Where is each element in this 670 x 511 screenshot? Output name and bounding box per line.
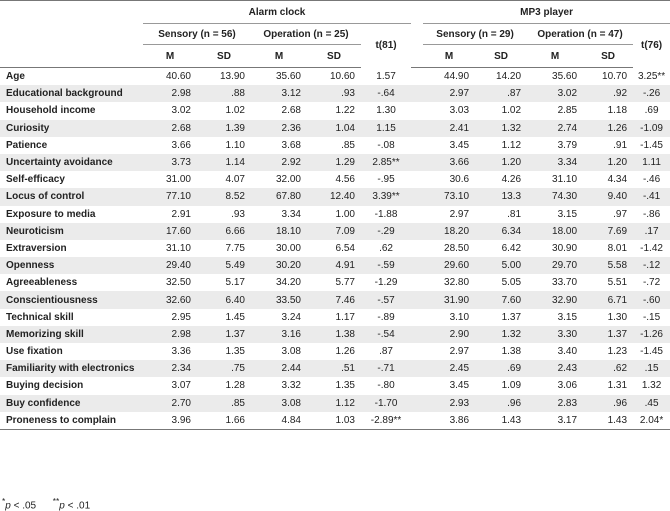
cell-value: .15 xyxy=(633,360,670,377)
cell-value: -.46 xyxy=(642,174,661,186)
cell-value: 29.70 xyxy=(527,257,583,274)
cell-value: 2.34 xyxy=(143,360,197,377)
cell-value: 3.45 xyxy=(449,139,470,151)
cell-value: 3.06 xyxy=(557,380,578,392)
cell-value: 1.32 xyxy=(475,326,527,343)
cell-value: 1.37 xyxy=(197,326,251,343)
cell-value: 9.40 xyxy=(583,188,633,205)
cell-value: 2.36 xyxy=(251,120,307,137)
cell-value: 30.90 xyxy=(552,242,578,254)
subheader-operation-alarm: Operation (n = 25) xyxy=(251,24,361,45)
cell-value: .62 xyxy=(583,360,633,377)
group-header-alarm-clock: Alarm clock xyxy=(143,1,411,24)
row-label: Familiarity with electronics xyxy=(0,360,143,377)
cell-value: 1.43 xyxy=(583,412,633,430)
significance-note: *p < .05 **p < .01 xyxy=(2,496,91,511)
cell-value: -.80 xyxy=(377,380,395,392)
cell-value: 1.28 xyxy=(225,380,245,392)
cell-value: 32.80 xyxy=(444,277,470,289)
table-row xyxy=(0,377,670,394)
cell-value: 6.66 xyxy=(197,223,251,240)
cell-value: 32.00 xyxy=(275,174,301,186)
cell-value: 6.34 xyxy=(475,223,527,240)
cell-value: 1.29 xyxy=(307,154,361,171)
cell-value: 3.15 xyxy=(557,208,578,220)
cell-value: 1.26 xyxy=(335,346,355,358)
table-row xyxy=(0,68,670,86)
cell-value: .69 xyxy=(644,105,659,117)
cell-value: .87 xyxy=(379,346,393,358)
cell-value: 2.98 xyxy=(143,326,197,343)
cell-value: 3.34 xyxy=(281,208,301,220)
cell-value: 2.44 xyxy=(251,360,307,377)
cell-value: 7.75 xyxy=(225,242,245,254)
cell-value: .85 xyxy=(341,139,355,151)
cell-value: 3.96 xyxy=(143,412,197,430)
cell-value: 2.83 xyxy=(527,395,583,412)
cell-value: 5.51 xyxy=(607,277,628,289)
row-label: Agreeableness xyxy=(6,277,78,289)
cell-value: 31.90 xyxy=(423,291,475,308)
cell-value: 4.26 xyxy=(501,174,522,186)
cell-value: 1.17 xyxy=(335,311,355,323)
cell-value: 7.60 xyxy=(475,291,527,308)
cell-value: 18.20 xyxy=(423,223,475,240)
subheader-t76: t(76) xyxy=(641,40,663,52)
cell-value: 2.70 xyxy=(143,395,197,412)
row-label: Proneness to complain xyxy=(0,412,143,430)
cell-value: 2.41 xyxy=(423,120,475,137)
cell-value: -.59 xyxy=(361,257,411,274)
cell-value: -.95 xyxy=(377,174,395,186)
cell-value: 1.30 xyxy=(376,105,396,117)
cell-value: .62 xyxy=(379,242,393,254)
row-label: Technical skill xyxy=(6,311,74,323)
cell-value: .75 xyxy=(197,360,251,377)
cell-value: 1.32 xyxy=(641,380,662,392)
cell-value: -.57 xyxy=(361,291,411,308)
cell-value: 3.10 xyxy=(449,311,470,323)
cell-value: 3.39** xyxy=(361,188,411,205)
cell-value: 3.07 xyxy=(171,380,191,392)
col-m: M xyxy=(527,45,583,68)
table-row xyxy=(0,395,670,412)
table-row xyxy=(0,257,670,274)
cell-value: 1.31 xyxy=(607,380,628,392)
cell-value: 6.54 xyxy=(335,242,355,254)
cell-value: 4.84 xyxy=(251,412,307,430)
cell-value: 3.17 xyxy=(527,412,583,430)
row-label: Curiosity xyxy=(0,120,143,137)
cell-value: 2.68 xyxy=(281,105,301,117)
row-label: Buy confidence xyxy=(0,395,143,412)
row-label: Educational background xyxy=(0,85,143,102)
cell-value: .91 xyxy=(613,139,628,151)
cell-value: -2.89** xyxy=(361,412,411,430)
table-row xyxy=(0,120,670,137)
cell-value: 30.20 xyxy=(251,257,307,274)
cell-value: -1.09 xyxy=(633,120,670,137)
row-label: Extraversion xyxy=(6,242,67,254)
cell-value: 8.01 xyxy=(607,242,628,254)
cell-value: 2.95 xyxy=(171,311,191,323)
cell-value: 2.93 xyxy=(423,395,475,412)
cell-value: 3.30 xyxy=(527,326,583,343)
cell-value: 1.10 xyxy=(225,139,245,151)
cell-value: 1.20 xyxy=(475,154,527,171)
table-row xyxy=(0,274,670,291)
cell-value: -.29 xyxy=(361,223,411,240)
cell-value: 1.20 xyxy=(583,154,633,171)
subheader-sensory-alarm: Sensory (n = 56) xyxy=(143,24,251,45)
cell-value: 4.56 xyxy=(335,174,355,186)
row-label: Conscientiousness xyxy=(0,291,143,308)
cell-value: 3.16 xyxy=(251,326,307,343)
col-sd: SD xyxy=(475,45,527,68)
cell-value: .96 xyxy=(583,395,633,412)
cell-value: 1.18 xyxy=(607,105,628,117)
cell-value: -1.45 xyxy=(640,346,663,358)
row-label: Self-efficacy xyxy=(6,174,65,186)
cell-value: 18.10 xyxy=(251,223,307,240)
cell-value: .88 xyxy=(197,85,251,102)
cell-value: 30.00 xyxy=(275,242,301,254)
cell-value: 33.50 xyxy=(251,291,307,308)
cell-value: 1.37 xyxy=(501,311,522,323)
row-label: Locus of control xyxy=(0,188,143,205)
cell-value: 5.17 xyxy=(225,277,245,289)
table-row xyxy=(0,343,670,360)
cell-value: .81 xyxy=(507,208,522,220)
cell-value: 3.02 xyxy=(171,105,191,117)
cell-value: 1.03 xyxy=(307,412,361,430)
group-header-mp3-player: MP3 player xyxy=(423,1,670,24)
cell-value: 28.50 xyxy=(444,242,470,254)
cell-value: .17 xyxy=(633,223,670,240)
row-label: Uncertainty avoidance xyxy=(0,154,143,171)
cell-value: 6.71 xyxy=(583,291,633,308)
cell-value: 2.98 xyxy=(143,85,197,102)
cell-value: 3.02 xyxy=(527,85,583,102)
subheader-t81: t(81) xyxy=(375,40,397,52)
cell-value: 4.34 xyxy=(607,174,628,186)
cell-value: 29.60 xyxy=(423,257,475,274)
cell-value: 35.60 xyxy=(552,71,578,83)
table-row xyxy=(0,223,670,240)
col-sd: SD xyxy=(307,45,361,68)
cell-value: 2.91 xyxy=(171,208,191,220)
cell-value: 12.40 xyxy=(307,188,361,205)
cell-value: 1.14 xyxy=(197,154,251,171)
cell-value: 40.60 xyxy=(165,71,191,83)
cell-value: 30.6 xyxy=(449,174,470,186)
cell-value: 2.92 xyxy=(251,154,307,171)
cell-value: 7.09 xyxy=(307,223,361,240)
cell-value: 7.46 xyxy=(307,291,361,308)
cell-value: -1.42 xyxy=(640,242,663,254)
cell-value: 3.15 xyxy=(557,311,578,323)
cell-value: 3.32 xyxy=(281,380,301,392)
cell-value: 1.57 xyxy=(376,70,396,82)
header-corner xyxy=(0,1,143,24)
row-label: Use fixation xyxy=(6,346,63,358)
cell-value: 3.12 xyxy=(251,85,307,102)
subheader-operation-mp3: Operation (n = 47) xyxy=(527,24,633,45)
cell-value: .93 xyxy=(307,85,361,102)
table-body xyxy=(0,68,670,430)
cell-value: 1.12 xyxy=(307,395,361,412)
cell-value: 3.08 xyxy=(251,395,307,412)
cell-value: 2.74 xyxy=(527,120,583,137)
cell-value: 4.91 xyxy=(307,257,361,274)
cell-value: 17.60 xyxy=(143,223,197,240)
cell-value: -.64 xyxy=(361,85,411,102)
cell-value: 1.22 xyxy=(335,105,355,117)
cell-value: -.12 xyxy=(633,257,670,274)
cell-value: 1.38 xyxy=(307,326,361,343)
col-m: M xyxy=(251,45,307,68)
cell-value: -.54 xyxy=(361,326,411,343)
cell-value: 44.90 xyxy=(444,71,470,83)
cell-value: 1.45 xyxy=(225,311,245,323)
cell-value: 1.32 xyxy=(475,120,527,137)
cell-value: 3.79 xyxy=(557,139,578,151)
cell-value: 32.50 xyxy=(165,277,191,289)
cell-value: 1.15 xyxy=(361,120,411,137)
cell-value: -.72 xyxy=(642,277,661,289)
table-row xyxy=(0,206,670,223)
row-label: Exposure to media xyxy=(6,208,96,220)
table-row xyxy=(0,309,670,326)
cell-value: 2.43 xyxy=(527,360,583,377)
cell-value: 2.85 xyxy=(557,105,578,117)
cell-value: -1.29 xyxy=(374,277,398,289)
cell-value: 3.08 xyxy=(281,346,301,358)
cell-value: 3.25** xyxy=(637,70,666,82)
cell-value: 67.80 xyxy=(251,188,307,205)
row-label: Neuroticism xyxy=(0,223,143,240)
cell-value: 3.24 xyxy=(281,311,301,323)
cell-value: -1.26 xyxy=(633,326,670,343)
cell-value: 1.39 xyxy=(197,120,251,137)
cell-value: 31.00 xyxy=(165,174,191,186)
cell-value: 1.26 xyxy=(583,120,633,137)
cell-value: -1.45 xyxy=(640,139,663,151)
cell-value: 3.36 xyxy=(171,346,191,358)
cell-value: 1.30 xyxy=(607,311,628,323)
cell-value: 1.04 xyxy=(307,120,361,137)
cell-value: 10.70 xyxy=(602,71,628,83)
cell-value: 6.40 xyxy=(197,291,251,308)
cell-value: -1.70 xyxy=(361,395,411,412)
cell-value: 1.35 xyxy=(335,380,355,392)
cell-value: 6.42 xyxy=(501,242,522,254)
cell-value: 1.09 xyxy=(501,380,522,392)
cell-value: 7.69 xyxy=(583,223,633,240)
cell-value: 31.10 xyxy=(165,242,191,254)
cell-value: -.60 xyxy=(633,291,670,308)
table-row xyxy=(0,85,670,102)
cell-value: .87 xyxy=(475,85,527,102)
table-row xyxy=(0,188,670,205)
cell-value: 3.45 xyxy=(449,380,470,392)
cell-value: 3.86 xyxy=(423,412,475,430)
cell-value: .97 xyxy=(613,208,628,220)
cell-value: 2.97 xyxy=(423,85,475,102)
cell-value: 1.02 xyxy=(501,105,522,117)
cell-value: 3.66 xyxy=(171,139,191,151)
cell-value: 3.66 xyxy=(423,154,475,171)
cell-value: 4.07 xyxy=(225,174,245,186)
cell-value: 5.49 xyxy=(197,257,251,274)
table-row xyxy=(0,240,670,257)
cell-value: 29.40 xyxy=(143,257,197,274)
subheader-sensory-mp3: Sensory (n = 29) xyxy=(423,24,527,45)
cell-value: -.71 xyxy=(361,360,411,377)
cell-value: -.26 xyxy=(633,85,670,102)
cell-value: 5.77 xyxy=(335,277,355,289)
row-label: Patience xyxy=(6,139,48,151)
cell-value: -.41 xyxy=(633,188,670,205)
cell-value: 74.30 xyxy=(527,188,583,205)
col-m: M xyxy=(423,45,475,68)
cell-value: 18.00 xyxy=(527,223,583,240)
row-label: Memorizing skill xyxy=(0,326,143,343)
cell-value: 5.05 xyxy=(501,277,522,289)
cell-value: -.86 xyxy=(642,208,661,220)
cell-value: 1.11 xyxy=(633,154,670,171)
cell-value: 3.40 xyxy=(557,346,578,358)
cell-value: 32.90 xyxy=(527,291,583,308)
cell-value: 2.85** xyxy=(361,154,411,171)
cell-value: 77.10 xyxy=(143,188,197,205)
row-label: Openness xyxy=(0,257,143,274)
cell-value: 2.68 xyxy=(143,120,197,137)
cell-value: 3.03 xyxy=(449,105,470,117)
cell-value: 1.02 xyxy=(225,105,245,117)
cell-value: 14.20 xyxy=(496,71,522,83)
cell-value: .45 xyxy=(633,395,670,412)
table-row xyxy=(0,154,670,171)
table-row xyxy=(0,102,670,119)
cell-value: .51 xyxy=(307,360,361,377)
col-sd: SD xyxy=(197,45,251,68)
cell-value: 1.23 xyxy=(607,346,628,358)
cell-value: 13.90 xyxy=(219,71,245,83)
cell-value: .93 xyxy=(231,208,245,220)
cell-value: .92 xyxy=(583,85,633,102)
col-sd: SD xyxy=(583,45,633,68)
cell-value: 34.20 xyxy=(275,277,301,289)
table-row xyxy=(0,326,670,343)
cell-value: 1.00 xyxy=(335,208,355,220)
cell-value: 3.73 xyxy=(143,154,197,171)
cell-value: -1.88 xyxy=(374,208,398,220)
cell-value: 13.3 xyxy=(475,188,527,205)
cell-value: 32.60 xyxy=(143,291,197,308)
row-label: Buying decision xyxy=(6,380,84,392)
cell-value: .85 xyxy=(197,395,251,412)
table-row xyxy=(0,291,670,308)
cell-value: 73.10 xyxy=(423,188,475,205)
table-row xyxy=(0,412,670,430)
cell-value: 33.70 xyxy=(552,277,578,289)
cell-value: 1.66 xyxy=(197,412,251,430)
cell-value: 10.60 xyxy=(329,71,355,83)
cell-value: 1.43 xyxy=(475,412,527,430)
cell-value: 2.97 xyxy=(449,208,470,220)
table-row xyxy=(0,360,670,377)
cell-value: 2.90 xyxy=(423,326,475,343)
cell-value: 3.68 xyxy=(281,139,301,151)
cell-value: 35.60 xyxy=(275,71,301,83)
cell-value: -.15 xyxy=(642,311,661,323)
table-row xyxy=(0,171,670,188)
col-m: M xyxy=(143,45,197,68)
cell-value: 1.38 xyxy=(501,346,522,358)
cell-value: 5.58 xyxy=(583,257,633,274)
cell-value: 1.35 xyxy=(225,346,245,358)
cell-value: 1.12 xyxy=(501,139,522,151)
cell-value: 5.00 xyxy=(475,257,527,274)
cell-value: 2.97 xyxy=(449,346,470,358)
cell-value: .96 xyxy=(475,395,527,412)
cell-value: 31.10 xyxy=(552,174,578,186)
cell-value: 2.04* xyxy=(633,412,670,430)
cell-value: 1.37 xyxy=(583,326,633,343)
row-label: Household income xyxy=(6,105,96,117)
row-label: Age xyxy=(6,71,25,83)
cell-value: 3.34 xyxy=(527,154,583,171)
cell-value: 2.45 xyxy=(423,360,475,377)
cell-value: 8.52 xyxy=(197,188,251,205)
cell-value: -.08 xyxy=(377,139,395,151)
cell-value: .69 xyxy=(475,360,527,377)
cell-value: -.89 xyxy=(377,311,395,323)
table-row xyxy=(0,137,670,154)
